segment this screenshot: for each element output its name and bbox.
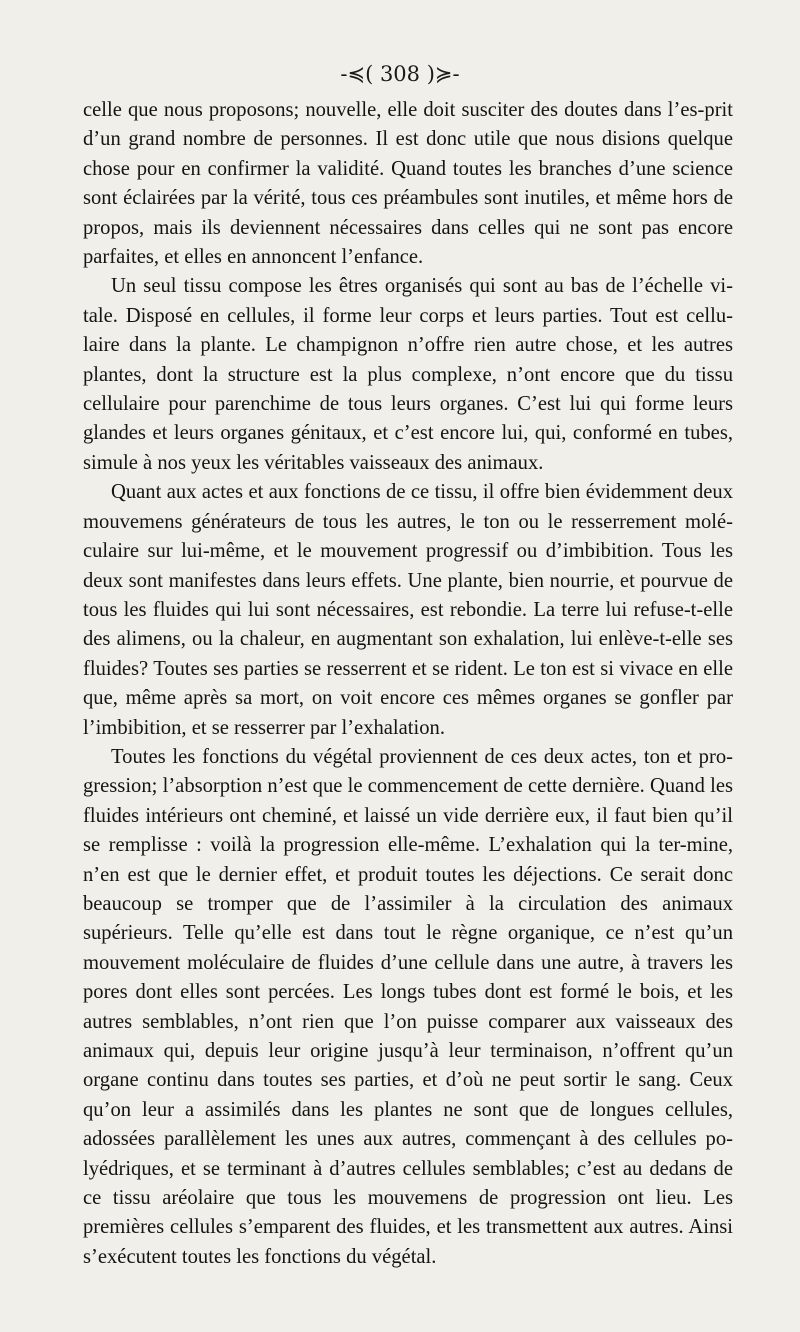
body-text <box>83 96 733 1272</box>
page-number: -≼( 308 )≽- <box>340 62 460 86</box>
paragraph-1: celle que nous proposons; nouvelle, elle doit susciter des doutes dans l’es-prit d’un grand nombre de personnes. Il est donc utile que nous disions quelque chose pour en confirmer la validité. Quand toutes les branches d’une science sont éclairées par la vérité, tous ces préambules sont inutiles, et même hors de propos, mais ils deviennent nécessaires dans celles qui ne sont pas encore parfaites, et elles en annoncent l’enfance. <box>83 99 733 269</box>
paragraph-3: Quant aux actes et aux fonctions de ce tissu, il offre bien évidemment deux mouvemens générateurs de tous les autres, le ton ou le resserrement molé-culaire sur lui-même, et le mouvement progressif ou d’imbibition. Tous les deux sont manifestes dans leurs effets. Une plante, bien nourrie, et pourvue de tous les fluides qui lui sont nécessaires, est rebondie. La terre lui refuse-t-elle des alimens, ou la chaleur, en augmentant son exhalation, lui enlève-t-elle ses fluides? Toutes ses parties se resserrent et se rident. Le ton est si vivace en elle que, même après sa mort, on voit encore ces mêmes organes se gonfler par l’imbibition, et se resserrer par l’exhalation. <box>83 481 733 739</box>
paragraph-2: Un seul tissu compose les êtres organisés qui sont au bas de l’échelle vi-tale. Disposé en cellules, il forme leur corps et leurs parties. Tout est cellu-laire dans la plante. Le champignon n’offre rien autre chose, et les autres plantes, dont la structure est la plus complexe, n’ont encore que du tissu cellulaire pour parenchime de tous leurs organes. C’est lui qui forme leurs glandes et leurs organes génitaux, et c’est encore lui, qui, conformé en tubes, simule à nos yeux les véritables vaisseaux des animaux. <box>83 275 733 474</box>
paragraph-4: Toutes les fonctions du végétal proviennent de ces deux actes, ton et pro-gression; l’absorption n’est que le commencement de cette dernière. Quand les fluides intérieurs ont cheminé, et laissé un vide derrière eux, il faut bien qu’il se remplisse : voilà la progression elle-même. L’exhalation qui la ter-mine, n’en est que le dernier effet, et produit toutes les déjections. Ce serait donc beaucoup se tromper que de l’assimiler à la circulation des animaux supérieurs. Telle qu’elle est dans tout le règne organique, ce n’est qu’un mouvement moléculaire de fluides d’une cellule dans une autre, à travers les pores dont elles sont percées. Les longs tubes dont est formé le bois, et les autres semblables, n’ont rien que l’on puisse comparer aux vaisseaux des animaux qui, depuis leur origine jusqu’à leur terminaison, n’offrent qu’un organe continu dans toutes ses parties, et d’où ne peut sortir le sang. Ceux qu’on leur a assimilés dans les plantes ne sont que de longues cellules, adossées parallèlement les unes aux autres, commençant à des cellules po-lyédriques, et se terminant à d’autres cellules semblables; c’est au dedans de ce tissu aréolaire que tous les mouvemens de progression ont lieu. Les premières cellules s’emparent des fluides, et les transmettent aux autres. Ainsi s’exécutent toutes les fonctions du végétal. <box>83 745 733 1268</box>
